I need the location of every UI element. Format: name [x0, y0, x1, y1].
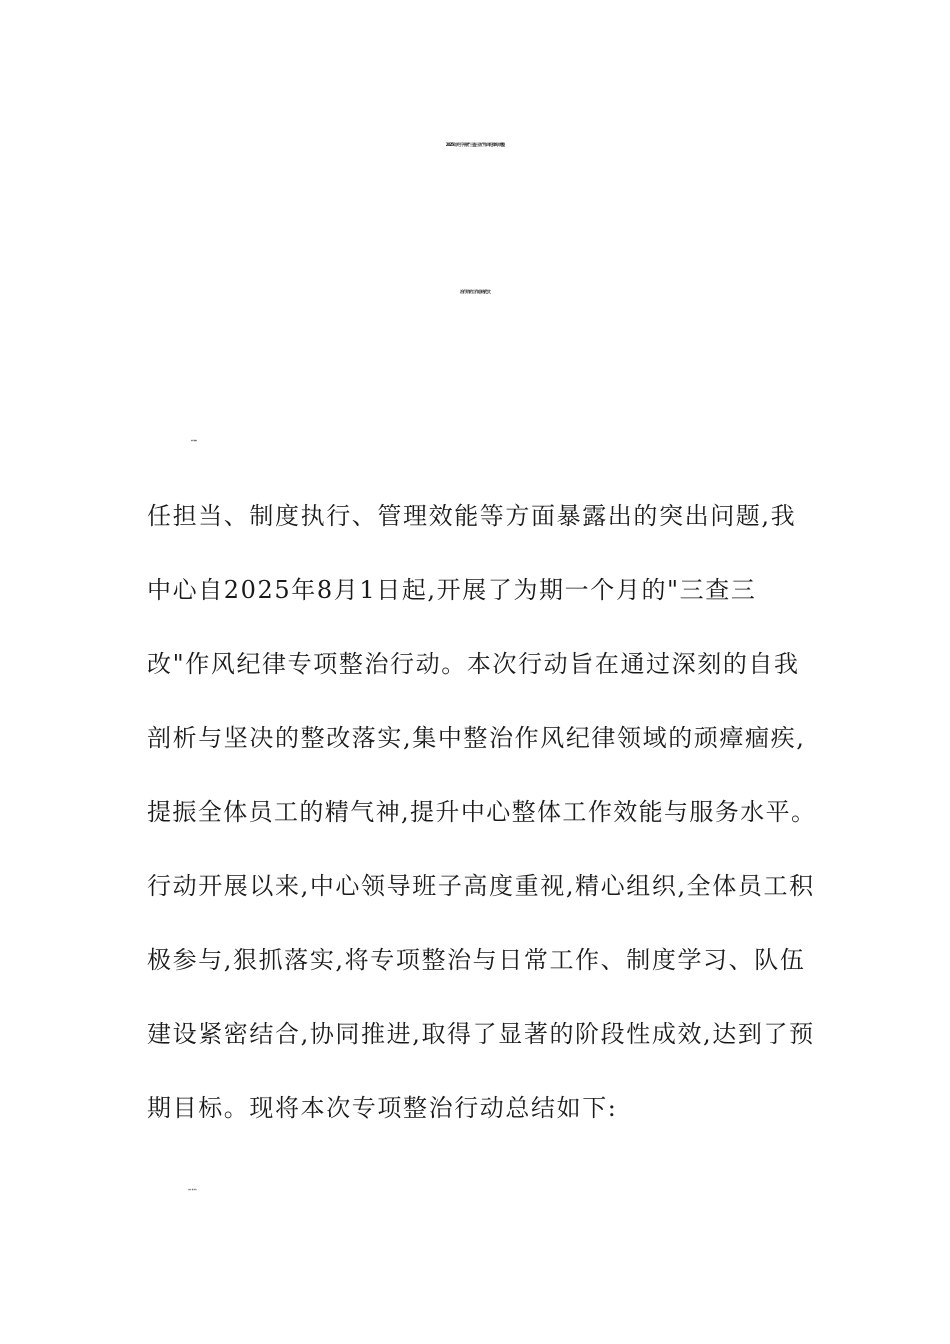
body-line-8: 极参与,狠抓落实,将专项整治与日常工作、制度学习、队伍 — [147, 946, 806, 974]
document-title-line-1: 2025年关于开展“三查三改”作风纪律专项整 — [445, 142, 505, 147]
body-line-1 — [196, 427, 866, 457]
body-line-7: 行动开展以来,中心领导班子高度重视,精心组织,全体员工积 — [147, 872, 815, 900]
document-title-line-2: 治行动的工作总结范文 — [460, 289, 490, 294]
body-line-3: 中心自2025年8月1日起,开展了为期一个月的"三查三 — [147, 576, 757, 604]
body-line-4: 改"作风纪律专项整治行动。本次行动旨在通过深刻的自我 — [147, 650, 800, 678]
section-heading-1 — [196, 1176, 866, 1206]
body-line-10: 期目标。现将本次专项整治行动总结如下: — [147, 1094, 618, 1122]
body-line-2: 任担当、制度执行、管理效能等方面暴露出的突出问题,我 — [147, 502, 797, 530]
body-line-9: 建设紧密结合,协同推进,取得了显著的阶段性成效,达到了预 — [147, 1020, 815, 1048]
body-line-5: 剖析与坚决的整改落实,集中整治作风纪律领域的顽瘴痼疾, — [147, 724, 806, 752]
body-line-6: 提振全体员工的精气神,提升中心整体工作效能与服务水平。 — [147, 798, 817, 826]
